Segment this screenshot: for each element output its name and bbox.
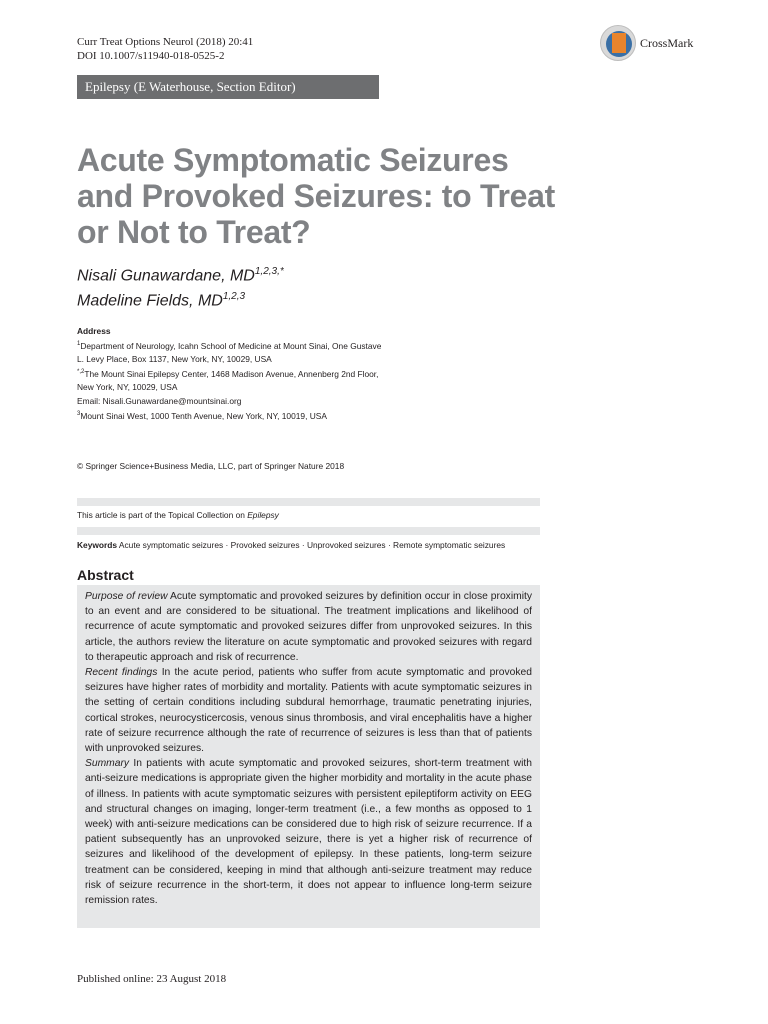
address-line: $^{*,2}$The Mount Sinai Epilepsy Center, 1468 Madison Avenue, Annenberg 2nd Floor, (77, 369, 379, 380)
divider-bar (77, 527, 540, 535)
crossmark-icon (600, 25, 636, 61)
topical-collection-note: This article is part of the Topical Collection on Epilepsy (77, 510, 279, 520)
divider-bar (77, 498, 540, 506)
author-affiliation: 1,2,3,* (254, 266, 284, 277)
author-line (77, 266, 284, 285)
address-heading: Address (77, 326, 111, 336)
email-line[interactable]: Email: Nisali.Gunawardane@mountsinai.org (77, 395, 242, 406)
abstract-findings: Recent findings In the acute period, patients who suffer from acute symptomatic and provoked seizures have higher rates of morbidity and mortality. Patients with acute symptomatic seizures in the setting of certain conditions including subdural hemorrhage, traumatic penetrating injuries, cortical strokes, neurocysticercosis, venous sinus thrombosis, and viral encephalitis have a higher rate of seizure recurrence although the rate of recurrence of seizures is less than that of patients with unprovoked seizures. (85, 667, 532, 755)
address-line: $^1$Department of Neurology, Icahn School of Medicine at Mount Sinai, One Gustave (77, 341, 382, 351)
author-name: Madeline Fields, MD (77, 292, 223, 310)
journal-reference: Curr Treat Options Neurol (2018) 20:41 (77, 36, 254, 48)
published-date: Published online: 23 August 2018 (77, 973, 227, 985)
abstract-summary: Summary In patients with acute symptomatic and provoked seizures, short-term treatment with anti-seizure medications is appropriate given the higher morbidity and mortality in the acute phase of illness. In patients with acute symptomatic seizures with persistent epileptiform activity on EEG and structural changes on imaging, longer-term treatment (i.e., a few months as opposed to 1 week) with anti-seizure medications can be considered due to high risk of seizure recurrence. If a patient subsequently has an unprovoked seizure, there is yet a higher risk of recurrence of seizures and likelihood of the development of epilepsy. In these patients, long-term seizure treatment can be considered, keeping in mind that although anti-seizure treatment may reduce risk of seizure recurrence in the short-term, it does not appear to influence long-term seizure remission rates. (85, 758, 532, 907)
section-banner: Epilepsy (E Waterhouse, Section Editor) (77, 75, 379, 99)
address-line: $^3$Mount Sinai West, 1000 Tenth Avenue, New York, NY, 10019, USA (77, 410, 327, 421)
address-block (77, 325, 417, 423)
author-line (77, 291, 245, 310)
keywords-label: Keywords (77, 540, 118, 550)
doi-link[interactable]: DOI 10.1007/s11940-018-0525-2 (77, 50, 225, 62)
address-line: L. Levy Place, Box 1137, New York, NY, 10029, USA (77, 354, 272, 365)
author-affiliation: 1,2,3 (222, 291, 246, 302)
abstract-heading: Abstract (77, 567, 134, 583)
article-title: Acute Symptomatic Seizures and Provoked Seizures: to Treat or Not to Treat? (77, 142, 555, 250)
abstract-purpose: Purpose of review Acute symptomatic and provoked seizures by definition occur in close proximity to an event and are considered to be situational. The treatment implications and likelihood of recurrence of acute symptomatic and provoked seizures differ from unprovoked seizures. In this article, the authors review the literature on acute symptomatic and provoked seizures with regard to therapeutic approach and risk of recurrence. (85, 591, 532, 663)
author-name: Nisali Gunawardane, MD (77, 267, 255, 285)
address-line: New York, NY, 10029, USA (77, 382, 178, 393)
copyright-notice: © Springer Science+Business Media, LLC, part of Springer Nature 2018 (77, 461, 345, 471)
topical-collection-name: Epilepsy (247, 510, 279, 520)
keywords-text: Acute symptomatic seizures · Provoked seizures · Unprovoked seizures · Remote symptomatic seizures (118, 540, 506, 550)
crossmark-badge[interactable] (600, 25, 700, 63)
crossmark-label: CrossMark (640, 36, 694, 50)
keywords-line (77, 540, 505, 550)
abstract-box (77, 585, 540, 928)
